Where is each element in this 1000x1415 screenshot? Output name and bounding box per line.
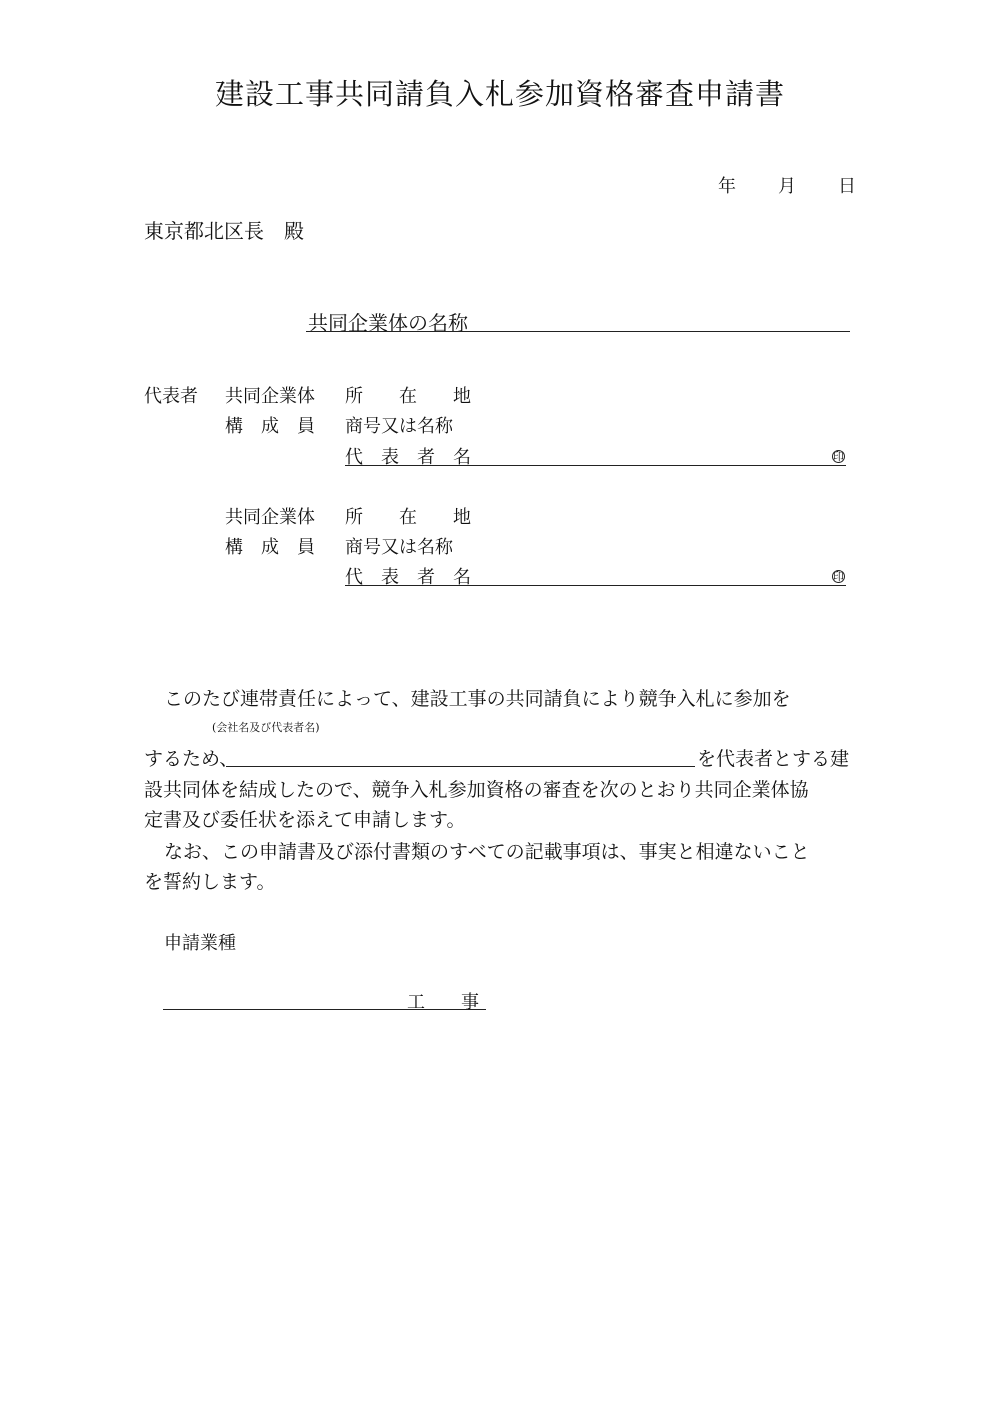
- body-line-6: を誓約します。: [144, 871, 276, 893]
- body-line-5: なお、この申請書及び添付書類のすべての記載事項は、事実と相違ないこと: [164, 841, 810, 863]
- member2-address-label: 所 在 地: [345, 507, 471, 528]
- member1-rep-name-line: [345, 465, 846, 466]
- member1-seal: 印: [833, 450, 844, 463]
- member2-rep-name-label: 代 表 者 名: [345, 567, 471, 588]
- document-title: 建設工事共同請負入札参加資格審査申請書: [214, 77, 785, 111]
- category-label: 申請業種: [164, 933, 236, 954]
- addressee: 東京都北区長 殿: [144, 219, 304, 243]
- construction-label: 工 事: [407, 992, 479, 1013]
- company-annotation: (会社名及び代表者名): [212, 721, 320, 734]
- member2-seal: 印: [833, 570, 844, 583]
- member1-jv-label: 共同企業体: [225, 386, 315, 407]
- category-line: [163, 1009, 486, 1010]
- jv-name-label: 共同企業体の名称: [308, 311, 468, 335]
- member2-jv-label: 共同企業体: [225, 507, 315, 528]
- date-day-label: 日: [838, 176, 856, 197]
- body-line-4: 定書及び委任状を添えて申請します。: [144, 809, 466, 831]
- body-line-2-suffix: を代表者とする建: [697, 748, 850, 770]
- member1-member-label: 構 成 員: [225, 416, 315, 437]
- body-line-2-prefix: するため、: [144, 748, 239, 770]
- member2-company-label: 商号又は名称: [345, 537, 453, 558]
- date-year-label: 年: [718, 176, 736, 197]
- representative-label: 代表者: [144, 386, 198, 407]
- representative-company-line: [226, 766, 695, 767]
- body-line-1: このたび連帯責任によって、建設工事の共同請負により競争入札に参加を: [164, 688, 791, 710]
- member1-company-label: 商号又は名称: [345, 416, 453, 437]
- body-line-3: 設共同体を結成したので、競争入札参加資格の審査を次のとおり共同企業体協: [144, 779, 809, 801]
- member1-rep-name-label: 代 表 者 名: [345, 447, 471, 468]
- jv-name-line: [306, 331, 850, 332]
- member2-member-label: 構 成 員: [225, 537, 315, 558]
- member1-address-label: 所 在 地: [345, 386, 471, 407]
- date-month-label: 月: [778, 176, 796, 197]
- member2-rep-name-line: [345, 585, 846, 586]
